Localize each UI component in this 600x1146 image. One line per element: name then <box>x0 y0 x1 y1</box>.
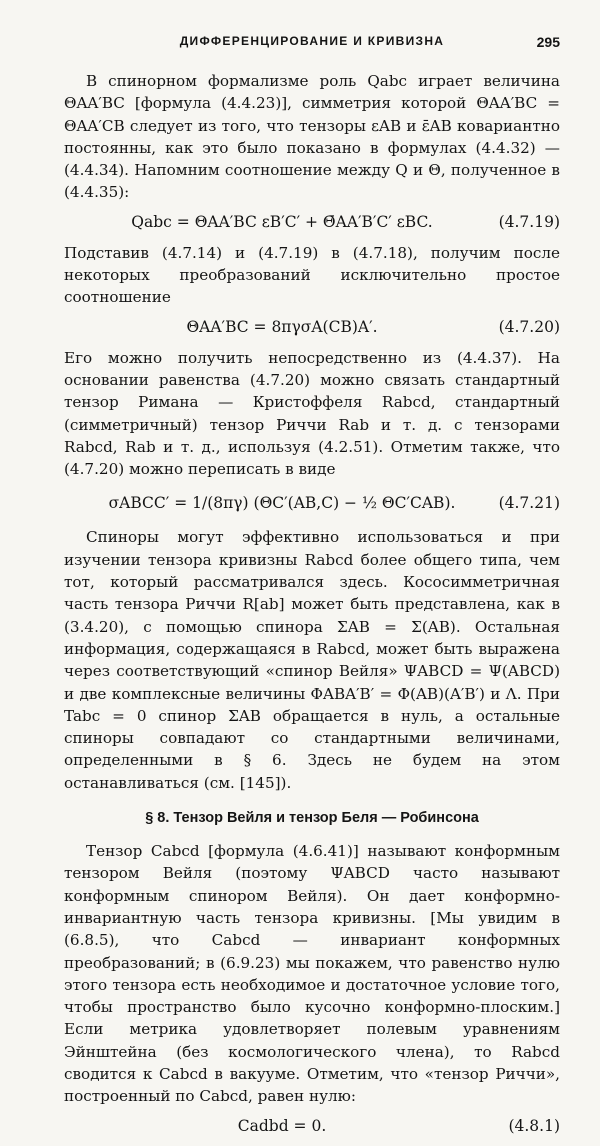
running-title: ДИФФЕРЕНЦИРОВАНИЕ И КРИВИЗНА <box>179 34 445 48</box>
equation-4-7-21 <box>64 480 560 526</box>
page-number: 295 <box>536 34 560 50</box>
equation-number: (4.7.20) <box>498 317 560 336</box>
section-heading: § 8. Тензор Вейля и тензор Беля — Робинсона <box>145 810 479 827</box>
equation-formula: σABCC′ = 1/(8πγ) (ΘC′(AB,C) − ½ ΘC′CAB). <box>108 494 456 513</box>
equation-formula: Cadbd = 0. <box>237 1116 327 1135</box>
equation-4-7-20 <box>64 309 560 347</box>
paragraph-2: Подставив (4.7.14) и (4.7.19) в (4.7.18), получим после некоторых преобразований исключительно простое соотношение <box>64 243 560 307</box>
equation-number: (4.7.21) <box>498 494 560 513</box>
page-header <box>64 34 560 54</box>
equation-4-7-19 <box>64 204 560 242</box>
paragraph-4: Спиноры могут эффективно использоваться и при изучении тензора кривизны Rabcd более общего типа, чем тот, который рассматривался здесь. Кососимметричная часть тензора Риччи R[ab] может быть представлена, как в (3.4.20), с помощью спинора ΣAB = Σ(AB). Остальная информация, содержащаяся в Rabcd, может быть выражена через соответствующий «спинор Вейля» ΨABCD = Ψ(ABCD) и две комплексные величины ΦABA′B′ = Φ(AB)(A′B′) и Λ. При Tabc = 0 спинор ΣAB обращается в нуль, а остальные спиноры совпадают со стандартными величинами, определенными в § 6. Здесь не будем на этом останавливаться (см. [145]). <box>64 528 560 792</box>
equation-4-8-1 <box>64 1108 560 1146</box>
page-body <box>64 70 560 1146</box>
equation-formula: Qabc = ΘAA′BC εB′C′ + Θ̄AA′B′C′ εBC. <box>131 212 433 231</box>
equation-number: (4.8.1) <box>508 1116 560 1135</box>
paragraph-1: В спинорном формализме роль Qabc играет величина ΘAA′BC [формула (4.4.23)], симметрия которой ΘAA′BC = ΘAA′CB следует из того, что тензоры εAB и ε̄AB ковариантно постоянны, как это было показано в формулах (4.4.32) — (4.4.34). Напомним соотношение между Q и Θ, полученное в (4.4.35): <box>64 72 560 202</box>
paragraph-3: Его можно получить непосредственно из (4.4.37). На основании равенства (4.7.20) можно связать стандартный тензор Римана — Кристоффеля Rabcd, стандартный (симметричный) тензор Риччи Rab и т. д. с тензорами Rabcd, Rab и т. д., используя (4.2.51). Отметим также, что (4.7.20) можно переписать в виде <box>64 348 560 479</box>
equation-number: (4.7.19) <box>498 212 560 231</box>
paragraph-5: Тензор Cabcd [формула (4.6.41)] называют конформным тензором Вейля (поэтому ΨABCD часто называют конформным спинором Вейля). Он дает конформно-инвариантную часть тензора кривизны. [Мы увидим в (6.8.5), что Cabcd — инвариант конформных преобразований; в (6.9.23) мы покажем, что равенство нулю этого тензора есть необходимое и достаточное условие того, чтобы пространство было кусочно конформно-плоским.] Если метрика удовлетворяет полевым уравнениям Эйнштейна (без космологического члена), то Rabcd сводится к Cabcd в вакууме. Отметим, что «тензор Риччи», построенный по Cabcd, равен нулю: <box>64 842 560 1106</box>
equation-formula: ΘAA′BC = 8πγσA(CB)A′. <box>186 317 378 336</box>
